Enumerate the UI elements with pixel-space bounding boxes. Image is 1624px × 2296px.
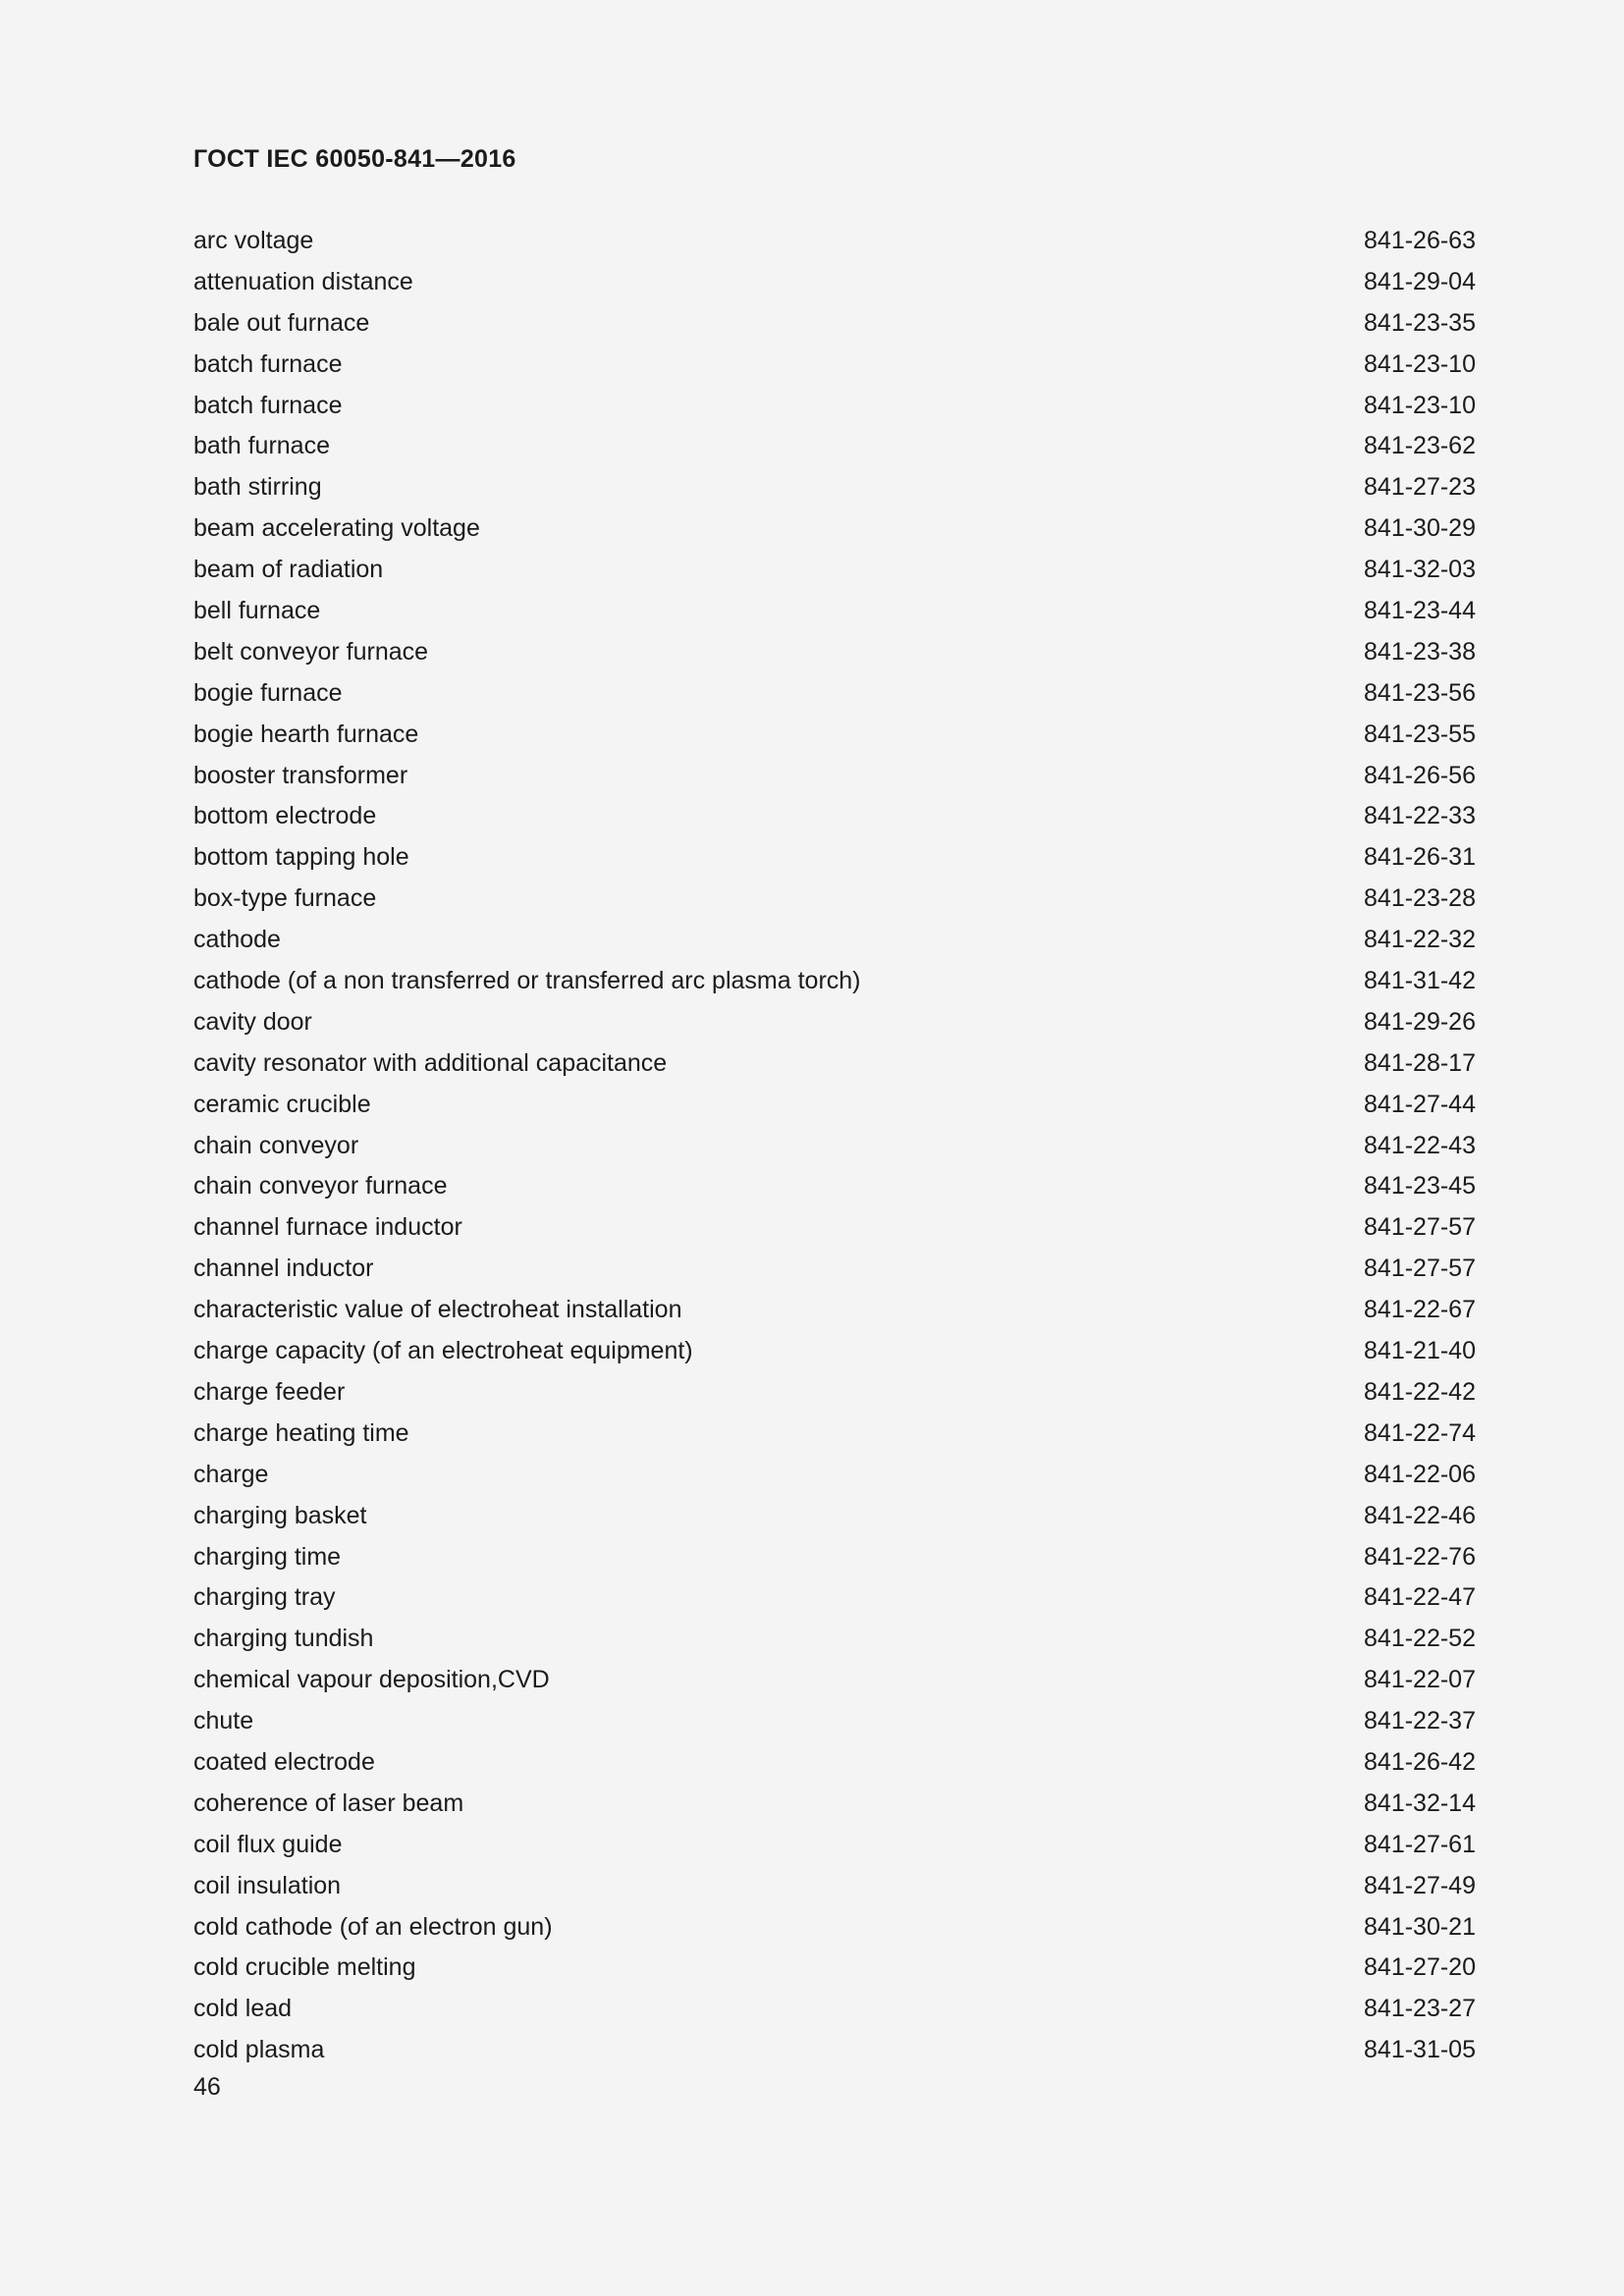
index-term: belt conveyor furnace <box>193 637 429 666</box>
index-entry <box>193 677 1476 719</box>
index-code: 841-27-20 <box>1364 1953 1476 1982</box>
index-code: 841-23-45 <box>1364 1172 1476 1201</box>
index-code: 841-23-44 <box>1364 597 1476 625</box>
index-term: cold lead <box>193 1995 293 2023</box>
index-code: 841-23-10 <box>1364 349 1476 378</box>
index-entry <box>193 307 1476 348</box>
index-entry <box>193 266 1476 307</box>
index-entry <box>193 390 1476 431</box>
index-entry <box>193 595 1476 636</box>
index-term: cold plasma <box>193 2036 325 2064</box>
index-entry <box>193 1170 1476 1211</box>
index-code: 841-22-06 <box>1364 1460 1476 1488</box>
index-code: 841-26-63 <box>1364 227 1476 254</box>
index-entry <box>193 1581 1476 1623</box>
index-term: chute <box>193 1707 254 1735</box>
index-term: box-type furnace <box>193 884 377 913</box>
index-entry <box>193 554 1476 595</box>
index-term: charging time <box>193 1542 342 1571</box>
index-term: bath furnace <box>193 432 330 460</box>
index-code: 841-29-26 <box>1364 1007 1476 1036</box>
index-entry <box>193 1705 1476 1746</box>
index-entry <box>193 1335 1476 1376</box>
index-entry <box>193 924 1476 965</box>
index-code: 841-23-55 <box>1364 720 1476 748</box>
index-term: chain conveyor <box>193 1131 359 1159</box>
document-header: ГОСТ IEC 60050-841—2016 <box>193 145 516 173</box>
index-code: 841-26-42 <box>1364 1747 1476 1776</box>
index-term: attenuation distance <box>193 267 413 295</box>
index-term: coil insulation <box>193 1871 342 1899</box>
index-code: 841-26-56 <box>1364 761 1476 789</box>
index-entry <box>193 1829 1476 1870</box>
index-code: 841-22-07 <box>1364 1666 1476 1694</box>
index-term: cathode (of a non transferred or transferred arc plasma torch) <box>193 967 861 995</box>
index-code: 841-32-03 <box>1364 556 1476 584</box>
index-code: 841-22-74 <box>1364 1418 1476 1447</box>
index-entry <box>193 760 1476 801</box>
index-code: 841-27-44 <box>1364 1090 1476 1118</box>
index-entry <box>193 1211 1476 1253</box>
index-term: chain conveyor furnace <box>193 1172 448 1201</box>
index-term: coil flux guide <box>193 1830 343 1858</box>
index-term: cold crucible melting <box>193 1953 416 1982</box>
index-entry <box>193 1623 1476 1664</box>
index-entry <box>193 1006 1476 1047</box>
index-entry <box>193 1541 1476 1582</box>
index-code: 841-23-28 <box>1364 884 1476 913</box>
index-code: 841-31-05 <box>1364 2036 1476 2064</box>
index-term: beam accelerating voltage <box>193 514 480 543</box>
index-code: 841-22-47 <box>1364 1583 1476 1612</box>
index-term: bottom electrode <box>193 802 377 830</box>
index-entry <box>193 1788 1476 1829</box>
index-entry <box>193 1376 1476 1417</box>
index-code: 841-28-17 <box>1364 1048 1476 1077</box>
index-code: 841-22-46 <box>1364 1501 1476 1529</box>
index-term: charging basket <box>193 1501 367 1529</box>
index-term: arc voltage <box>193 227 314 254</box>
index-code: 841-27-49 <box>1364 1871 1476 1899</box>
index-code: 841-30-29 <box>1364 514 1476 543</box>
index-term: charge heating time <box>193 1418 409 1447</box>
index-term: batch furnace <box>193 391 343 419</box>
index-code: 841-23-38 <box>1364 637 1476 666</box>
index-term: channel furnace inductor <box>193 1213 462 1242</box>
index-entry <box>193 1951 1476 1993</box>
index-term: bell furnace <box>193 597 321 625</box>
index-entry <box>193 1500 1476 1541</box>
index-term: bogie hearth furnace <box>193 720 419 748</box>
index-term: charge capacity (of an electroheat equipment) <box>193 1337 693 1365</box>
index-term: cavity door <box>193 1007 312 1036</box>
index-code: 841-22-52 <box>1364 1625 1476 1653</box>
index-code: 841-22-67 <box>1364 1296 1476 1324</box>
index-code: 841-27-57 <box>1364 1255 1476 1283</box>
index-entry <box>193 1746 1476 1788</box>
index-code: 841-22-33 <box>1364 802 1476 830</box>
page-number: 46 <box>193 2073 221 2101</box>
index-code: 841-23-56 <box>1364 678 1476 707</box>
index-code: 841-22-42 <box>1364 1377 1476 1406</box>
index-term: charge feeder <box>193 1377 346 1406</box>
index-code: 841-32-14 <box>1364 1789 1476 1817</box>
index-code: 841-23-62 <box>1364 432 1476 460</box>
index-term: cavity resonator with additional capacitance <box>193 1048 668 1077</box>
index-entry <box>193 965 1476 1006</box>
index-entry <box>193 348 1476 390</box>
index-term: bottom tapping hole <box>193 843 409 872</box>
index-code: 841-31-42 <box>1364 967 1476 995</box>
index-term: charge <box>193 1460 269 1488</box>
index-code: 841-22-32 <box>1364 926 1476 954</box>
index-code: 841-21-40 <box>1364 1337 1476 1365</box>
index-entry <box>193 1089 1476 1130</box>
index-entry <box>193 430 1476 471</box>
index-code: 841-27-57 <box>1364 1213 1476 1242</box>
index-term: charging tray <box>193 1583 336 1612</box>
index-code: 841-22-76 <box>1364 1542 1476 1571</box>
index-entry <box>193 882 1476 924</box>
index-code: 841-30-21 <box>1364 1912 1476 1941</box>
index-term: bath stirring <box>193 473 322 502</box>
index-entry <box>193 471 1476 512</box>
index-code: 841-23-27 <box>1364 1995 1476 2023</box>
index-code: 841-27-23 <box>1364 473 1476 502</box>
index-entry <box>193 719 1476 760</box>
index-entry <box>193 1047 1476 1089</box>
index-term: bogie furnace <box>193 678 343 707</box>
index-term: cold cathode (of an electron gun) <box>193 1912 553 1941</box>
index-term: channel inductor <box>193 1255 374 1283</box>
term-index-list <box>193 225 1476 2075</box>
index-entry <box>193 1130 1476 1171</box>
index-entry <box>193 636 1476 677</box>
index-term: chemical vapour deposition,CVD <box>193 1666 550 1694</box>
index-term: bale out furnace <box>193 308 370 337</box>
index-term: coated electrode <box>193 1747 375 1776</box>
index-entry <box>193 841 1476 882</box>
index-entry <box>193 1664 1476 1705</box>
index-term: cathode <box>193 926 281 954</box>
index-entry <box>193 1294 1476 1335</box>
index-term: coherence of laser beam <box>193 1789 464 1817</box>
index-code: 841-27-61 <box>1364 1830 1476 1858</box>
index-entry <box>193 2034 1476 2075</box>
index-code: 841-23-35 <box>1364 308 1476 337</box>
index-entry <box>193 1870 1476 1911</box>
index-entry <box>193 800 1476 841</box>
index-code: 841-29-04 <box>1364 267 1476 295</box>
index-entry <box>193 1459 1476 1500</box>
index-entry <box>193 1993 1476 2034</box>
index-term: booster transformer <box>193 761 408 789</box>
index-entry <box>193 512 1476 554</box>
index-term: charging tundish <box>193 1625 374 1653</box>
index-code: 841-22-43 <box>1364 1131 1476 1159</box>
index-entry <box>193 1911 1476 1952</box>
index-code: 841-23-10 <box>1364 391 1476 419</box>
index-term: ceramic crucible <box>193 1090 371 1118</box>
index-code: 841-26-31 <box>1364 843 1476 872</box>
index-term: characteristic value of electroheat installation <box>193 1296 682 1324</box>
index-term: batch furnace <box>193 349 343 378</box>
index-entry <box>193 1253 1476 1294</box>
index-entry <box>193 1417 1476 1459</box>
index-entry <box>193 225 1476 266</box>
index-code: 841-22-37 <box>1364 1707 1476 1735</box>
index-term: beam of radiation <box>193 556 384 584</box>
